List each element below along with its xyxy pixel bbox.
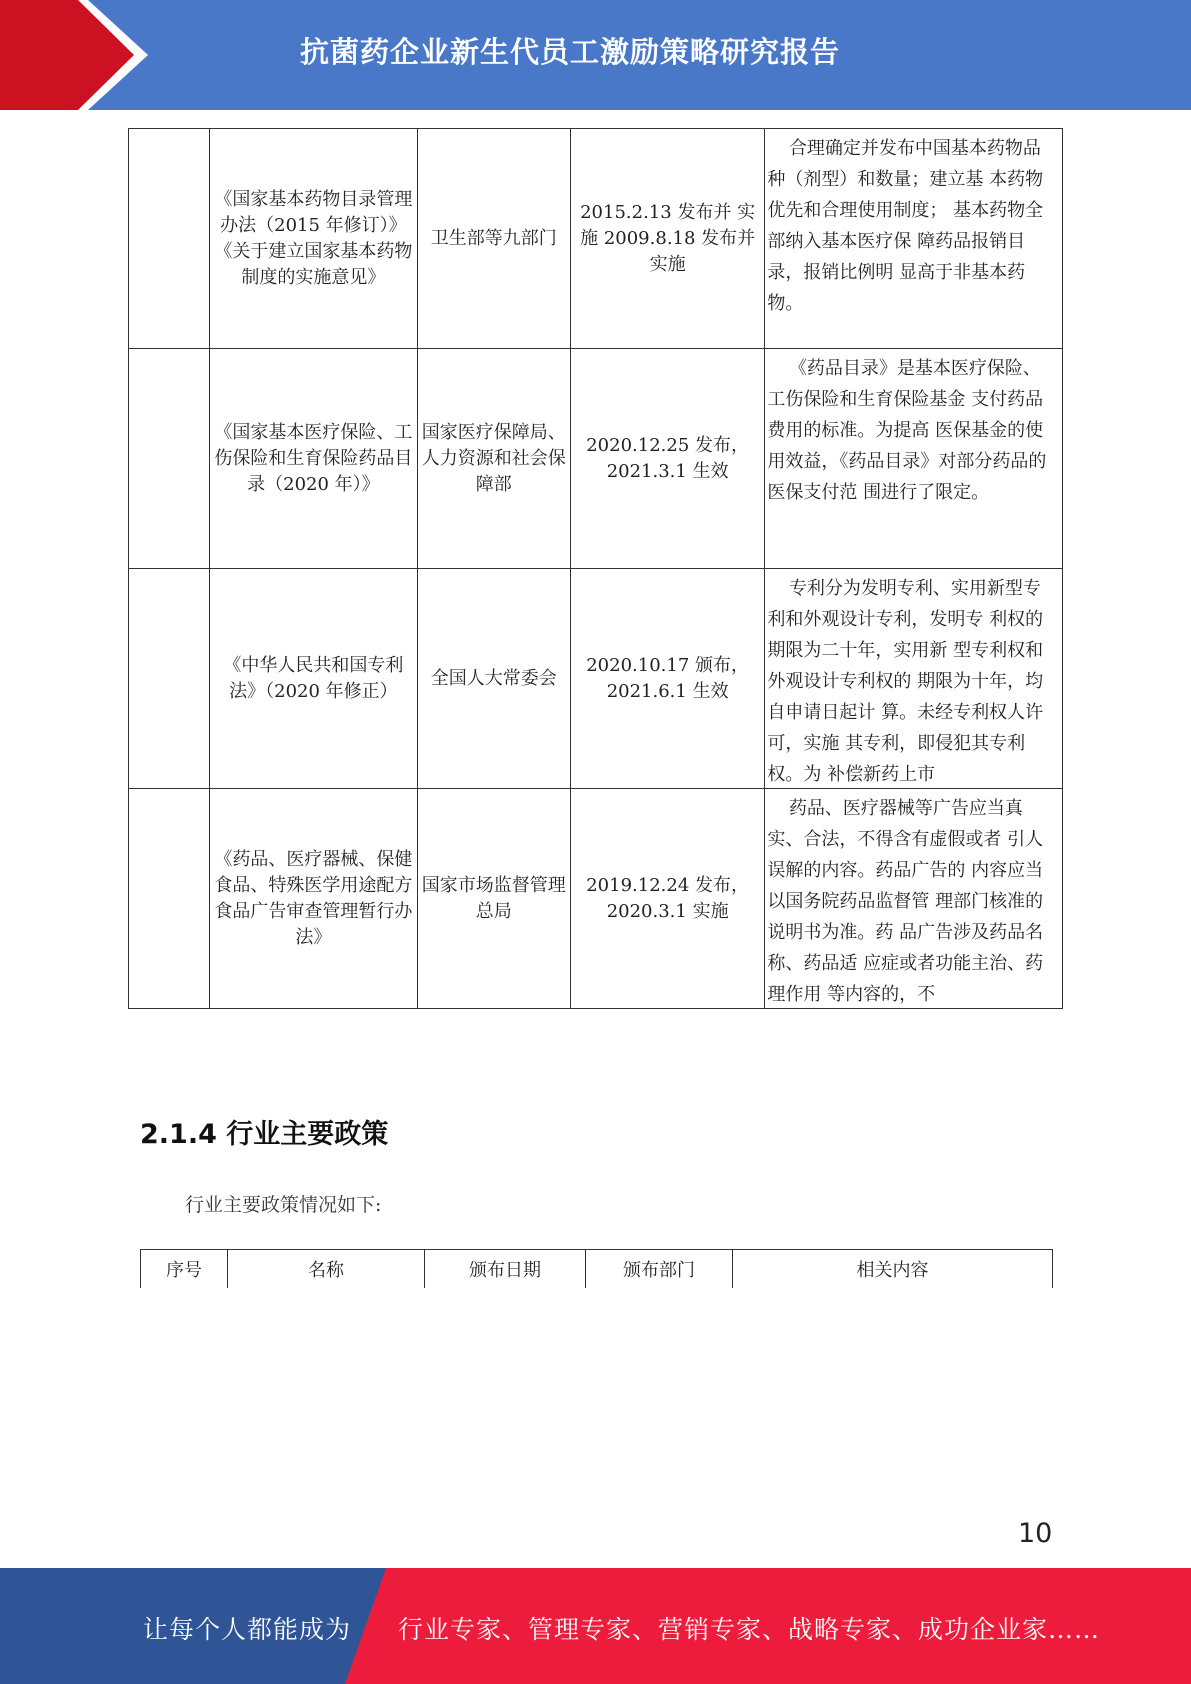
page-number: 10: [1018, 1518, 1053, 1549]
table-cell-date: 2015.2.13 发布并 实施 2009.8.18 发布并 实施: [570, 129, 764, 349]
table-cell-dept: 全国人大常委会: [417, 569, 570, 789]
table-row: [129, 569, 1063, 789]
table-cell-index: [129, 569, 210, 789]
table-cell-dept: 卫生部等九部门: [417, 129, 570, 349]
column-header-dept: 颁布部门: [586, 1250, 733, 1289]
table-cell-name: 《中华人民共和国专利法》（2020 年修正）: [210, 569, 417, 789]
table-cell-content: [765, 789, 1063, 1009]
table-cell-content-text: 专利分为发明专利、实用新型专利和外观设计专利，发明专 利权的期限为二十年，实用新 型专利权和外观设计专利权的 期限为十年，均自申请日起计 算。未经专利权人许可，实施 其专利，即侵犯其专利权。为 补偿新药上市: [767, 578, 1044, 785]
table-cell-content-text: 药品、医疗器械等广告应当真实、合法，不得含有虚假或者 引人误解的内容。药品广告的 内容应当以国务院药品监督管 理部门核准的说明书为准。药 品广告涉及药品名称、药品适 应症或者功能主治、药理作用 等内容的，不: [767, 798, 1044, 1005]
report-title: 抗菌药企业新生代员工激励策略研究报告: [300, 35, 841, 69]
section-intro-text: 行业主要政策情况如下:: [185, 1194, 382, 1216]
table-cell-date: 2020.10.17 颁布，2021.6.1 生效: [570, 569, 764, 789]
table-cell-date: 2020.12.25 发布，2021.3.1 生效: [570, 349, 764, 569]
page-header: [0, 0, 1191, 110]
column-header-name: 名称: [228, 1250, 425, 1289]
table-cell-index: [129, 789, 210, 1009]
table-row: [129, 349, 1063, 569]
column-header-date: 颁布日期: [425, 1250, 586, 1289]
table-cell-content-text: 合理确定并发布中国基本药物品种（剂型）和数量；建立基 本药物优先和合理使用制度； 基本药物全部纳入基本医疗保 障药品报销目录，报销比例明 显高于非基本药物。: [767, 138, 1044, 314]
header-chevron-icon: [0, 0, 150, 110]
table-cell-content: [765, 349, 1063, 569]
table-header-row: [141, 1250, 1053, 1289]
policy-table: [128, 128, 1063, 1009]
page-footer: [0, 1568, 1191, 1684]
footer-slogan-left: 让每个人都能成为: [143, 1615, 352, 1644]
table-cell-content: [765, 569, 1063, 789]
table-cell-name: 《国家基本医疗保险、工伤保险和生育保险药品目录（2020 年）》: [210, 349, 417, 569]
table-cell-index: [129, 349, 210, 569]
table-cell-date: 2019.12.24 发布，2020.3.1 实施: [570, 789, 764, 1009]
table-cell-name: 《国家基本药物目录管理办法（2015 年修订）》《关于建立国家基本药物制度的实施意见》: [210, 129, 417, 349]
column-header-content: 相关内容: [733, 1250, 1053, 1289]
table-cell-content: [765, 129, 1063, 349]
table-cell-dept: 国家市场监督管理总局: [417, 789, 570, 1009]
footer-slogan-right: 行业专家、管理专家、营销专家、战略专家、成功企业家……: [398, 1615, 1101, 1644]
table-cell-name: 《药品、医疗器械、保健食品、特殊医学用途配方食品广告审查管理暂行办法》: [210, 789, 417, 1009]
industry-policy-table: [140, 1249, 1053, 1288]
table-cell-content-text: 《药品目录》是基本医疗保险、工伤保险和生育保险基金 支付药品费用的标准。为提高 医保基金的使用效益，《药品目录》对部分药品的医保支付范 围进行了限定。: [767, 358, 1047, 503]
column-header-index: 序号: [141, 1250, 228, 1289]
table-cell-index: [129, 129, 210, 349]
table-row: [129, 789, 1063, 1009]
table-row: [129, 129, 1063, 349]
table-cell-dept: 国家医疗保障局、人力资源和社会保障部: [417, 349, 570, 569]
section-heading: 2.1.4 行业主要政策: [140, 1119, 389, 1150]
